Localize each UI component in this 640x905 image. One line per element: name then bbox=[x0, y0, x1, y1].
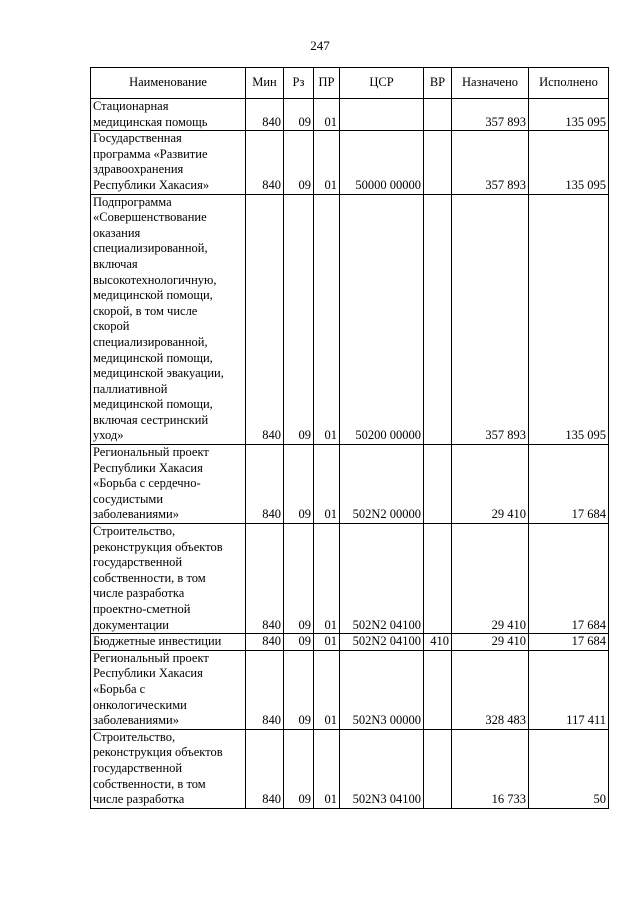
row-pr: 01 bbox=[314, 634, 340, 651]
row-vr bbox=[424, 131, 452, 194]
row-min: 840 bbox=[246, 650, 284, 729]
row-executed: 135 095 bbox=[529, 131, 609, 194]
row-name: Стационарная медицинская помощь bbox=[91, 99, 246, 131]
row-rz: 09 bbox=[284, 650, 314, 729]
row-csr: 502N3 00000 bbox=[340, 650, 424, 729]
row-name: Строительство, реконструкция объектов государственной собственности, в том числе разработка bbox=[91, 729, 246, 808]
table-row bbox=[91, 194, 609, 445]
row-min: 840 bbox=[246, 445, 284, 524]
header-vr: ВР bbox=[424, 68, 452, 99]
row-vr bbox=[424, 445, 452, 524]
row-min: 840 bbox=[246, 729, 284, 808]
row-pr: 01 bbox=[314, 99, 340, 131]
row-rz: 09 bbox=[284, 131, 314, 194]
row-vr: 410 bbox=[424, 634, 452, 651]
row-assigned: 357 893 bbox=[452, 99, 529, 131]
row-min: 840 bbox=[246, 524, 284, 634]
row-pr: 01 bbox=[314, 131, 340, 194]
row-min: 840 bbox=[246, 194, 284, 445]
row-assigned: 328 483 bbox=[452, 650, 529, 729]
row-assigned: 357 893 bbox=[452, 194, 529, 445]
row-assigned: 29 410 bbox=[452, 445, 529, 524]
row-pr: 01 bbox=[314, 650, 340, 729]
table-header-row bbox=[91, 68, 609, 99]
row-executed: 135 095 bbox=[529, 194, 609, 445]
row-executed: 17 684 bbox=[529, 524, 609, 634]
page-number: 247 bbox=[310, 38, 330, 53]
row-pr: 01 bbox=[314, 524, 340, 634]
row-pr: 01 bbox=[314, 194, 340, 445]
row-name: Подпрограмма «Совершенствование оказания специализированной, включая высокотехнологичную, медицинской помощи, скорой, в том числе скорой специализированной, медицинской помощи, медицинской эвакуации, паллиативной медицинской помощи, включая сестринский уход» bbox=[91, 194, 246, 445]
row-csr: 50200 00000 bbox=[340, 194, 424, 445]
row-rz: 09 bbox=[284, 729, 314, 808]
row-name: Государственная программа «Развитие здравоохранения Республики Хакасия» bbox=[91, 131, 246, 194]
table-row bbox=[91, 650, 609, 729]
table-row bbox=[91, 445, 609, 524]
row-executed: 117 411 bbox=[529, 650, 609, 729]
row-assigned: 29 410 bbox=[452, 634, 529, 651]
table-row bbox=[91, 634, 609, 651]
row-csr: 502N2 04100 bbox=[340, 634, 424, 651]
row-pr: 01 bbox=[314, 445, 340, 524]
row-name: Строительство, реконструкция объектов государственной собственности, в том числе разработка проектно-сметной документации bbox=[91, 524, 246, 634]
header-executed: Исполнено bbox=[529, 68, 609, 99]
row-vr bbox=[424, 729, 452, 808]
row-executed: 135 095 bbox=[529, 99, 609, 131]
row-assigned: 357 893 bbox=[452, 131, 529, 194]
table-row bbox=[91, 524, 609, 634]
row-min: 840 bbox=[246, 131, 284, 194]
row-vr bbox=[424, 650, 452, 729]
budget-table bbox=[90, 67, 609, 809]
row-csr: 502N3 04100 bbox=[340, 729, 424, 808]
row-vr bbox=[424, 99, 452, 131]
row-rz: 09 bbox=[284, 445, 314, 524]
row-rz: 09 bbox=[284, 194, 314, 445]
row-rz: 09 bbox=[284, 524, 314, 634]
header-csr: ЦСР bbox=[340, 68, 424, 99]
row-name: Региональный проект Республики Хакасия «Борьба с онкологическими заболеваниями» bbox=[91, 650, 246, 729]
row-csr: 50000 00000 bbox=[340, 131, 424, 194]
header-rz: Рз bbox=[284, 68, 314, 99]
row-min: 840 bbox=[246, 99, 284, 131]
header-min: Мин bbox=[246, 68, 284, 99]
row-rz: 09 bbox=[284, 634, 314, 651]
row-executed: 17 684 bbox=[529, 634, 609, 651]
header-assigned: Назначено bbox=[452, 68, 529, 99]
row-name: Региональный проект Республики Хакасия «Борьба с сердечно- сосудистыми заболеваниями» bbox=[91, 445, 246, 524]
row-name: Бюджетные инвестиции bbox=[91, 634, 246, 651]
row-executed: 17 684 bbox=[529, 445, 609, 524]
row-min: 840 bbox=[246, 634, 284, 651]
row-executed: 50 bbox=[529, 729, 609, 808]
row-rz: 09 bbox=[284, 99, 314, 131]
table-row bbox=[91, 729, 609, 808]
header-name: Наименование bbox=[91, 68, 246, 99]
row-assigned: 16 733 bbox=[452, 729, 529, 808]
table-row bbox=[91, 131, 609, 194]
table-row bbox=[91, 99, 609, 131]
row-assigned: 29 410 bbox=[452, 524, 529, 634]
row-csr bbox=[340, 99, 424, 131]
row-csr: 502N2 00000 bbox=[340, 445, 424, 524]
row-vr bbox=[424, 524, 452, 634]
row-vr bbox=[424, 194, 452, 445]
row-pr: 01 bbox=[314, 729, 340, 808]
row-csr: 502N2 04100 bbox=[340, 524, 424, 634]
header-pr: ПР bbox=[314, 68, 340, 99]
